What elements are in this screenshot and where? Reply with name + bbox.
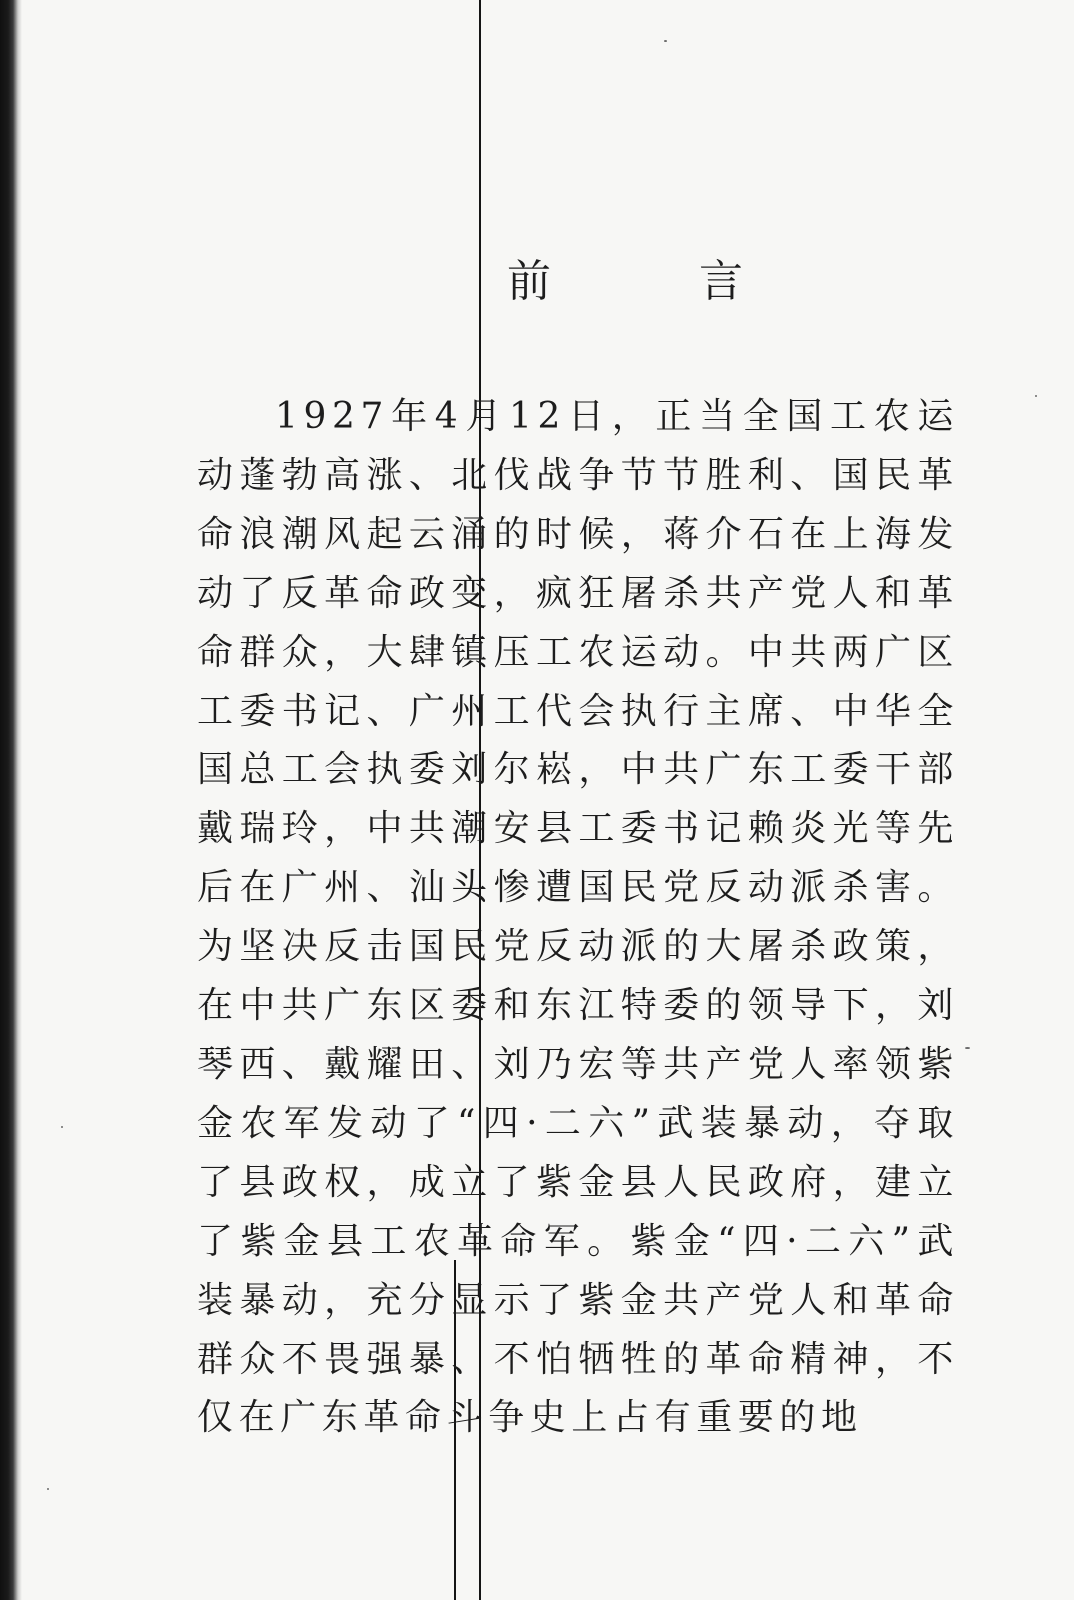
scan-speck <box>1035 395 1037 397</box>
scan-speck <box>965 1047 970 1049</box>
scan-speck <box>664 40 667 42</box>
scan-speck <box>47 1488 49 1490</box>
body-paragraph <box>197 388 959 1448</box>
paragraph-text: 1927年4月12日，正当全国工农运动蓬勃高涨、北伐战争节节胜利、国民革命浪潮风起云涌的时候，蒋介石在上海发动了反革命政变，疯狂屠杀共产党人和革命群众，大肆镇压工农运动。中共两广区工委书记、广州工代会执行主席、中华全国总工会执委刘尔崧，中共广东工委干部戴瑞玲，中共潮安县工委书记赖炎光等先后在广州、汕头惨遭国民党反动派杀害。为坚决反击国民党反动派的大屠杀政策，在中共广东区委和东江特委的领导下，刘琴西、戴耀田、刘乃宏等共产党人率领紫金农军发动了“四·二六”武装暴动，夺取了县政权，成立了紫金县人民政府，建立了紫金县工农革命军。紫金“四·二六”武装暴动，充分显示了紫金共产党人和革命群众不畏强暴、不怕牺牲的革命精神，不仅在广东革命斗争史上占有重要的地 <box>197 396 959 1439</box>
scan-speck <box>61 1126 63 1128</box>
page-title: 前 言 <box>507 256 795 307</box>
scan-edge-shadow <box>0 0 22 1600</box>
